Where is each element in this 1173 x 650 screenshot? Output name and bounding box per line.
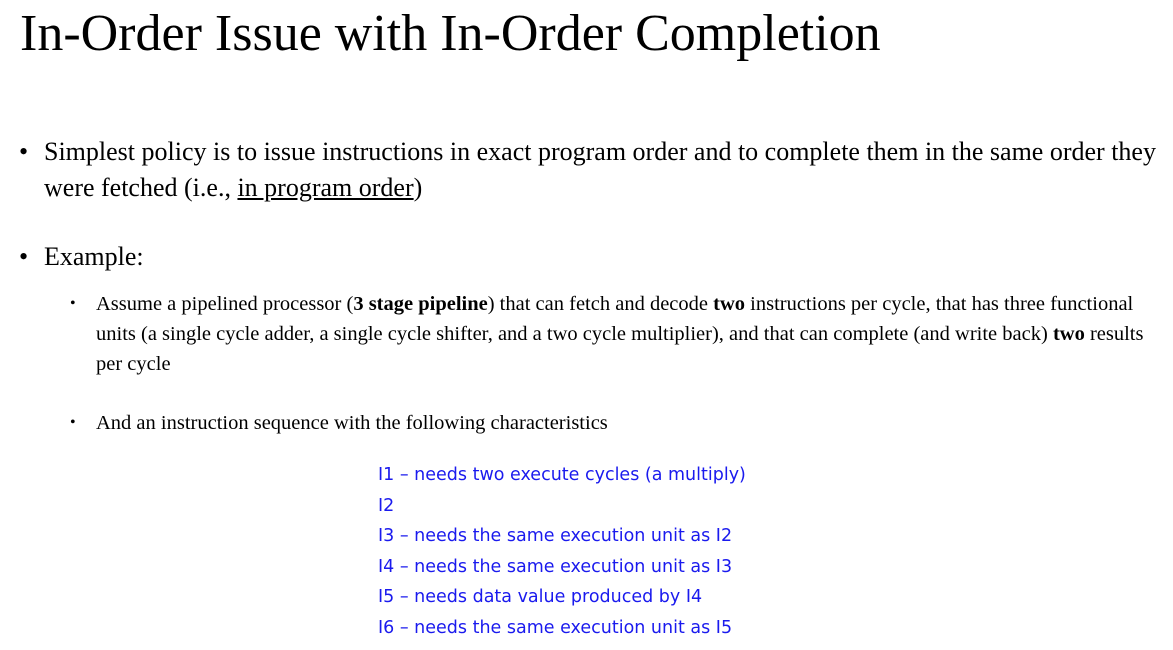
- processor-text-1: Assume a pipelined processor (: [96, 293, 354, 315]
- sub-bullet-dot: •: [70, 295, 76, 312]
- instruction-item: I3 – needs the same execution unit as I2: [378, 526, 733, 546]
- bullet-policy: [19, 134, 1159, 206]
- slide-title: In-Order Issue with In-Order Completion: [20, 5, 881, 62]
- processor-text-2: ) that can fetch and decode: [487, 293, 714, 315]
- sub-bullet-dot: •: [70, 414, 76, 431]
- processor-text-3: instructions per cycle, that has three functional units (a single cycle adder, a single cycle shifter, and a two cycle multiplier), and that can complete (and write back): [96, 293, 1134, 345]
- bullet-dot: •: [19, 242, 29, 271]
- instruction-item: I2: [378, 495, 395, 516]
- bullet-policy-text: [44, 134, 1159, 206]
- sub-bullet-sequence-text: And an instruction sequence with the following characteristics: [96, 412, 608, 434]
- sub-bullet-processor: [70, 289, 1165, 379]
- processor-bold-pipeline: 3 stage pipeline: [353, 293, 488, 315]
- sub-bullet-sequence: [70, 408, 1165, 438]
- instruction-item: I6 – needs the same execution unit as I5: [378, 617, 733, 638]
- policy-text-end: ): [413, 173, 423, 202]
- processor-text-4: results per cycle: [96, 323, 1144, 375]
- instruction-item: I1 – needs two execute cycles (a multiply): [378, 465, 746, 485]
- sub-bullet-processor-text: [96, 289, 1165, 379]
- processor-bold-two-results: two: [1052, 323, 1085, 345]
- policy-underlined-text: in program order: [237, 173, 414, 202]
- bullet-example-text: Example:: [44, 242, 144, 271]
- processor-bold-two-fetch: two: [713, 293, 746, 315]
- bullet-dot: •: [19, 137, 29, 166]
- bullet-example: [19, 239, 1159, 275]
- instruction-item: I4 – needs the same execution unit as I3: [378, 556, 733, 577]
- instruction-item: I5 – needs data value produced by I4: [378, 587, 703, 607]
- policy-text-start: Simplest policy is to issue instructions in exact program order and to complete them in the same order they were fetched (i.e.,: [44, 137, 1156, 202]
- instruction-list: [378, 460, 746, 643]
